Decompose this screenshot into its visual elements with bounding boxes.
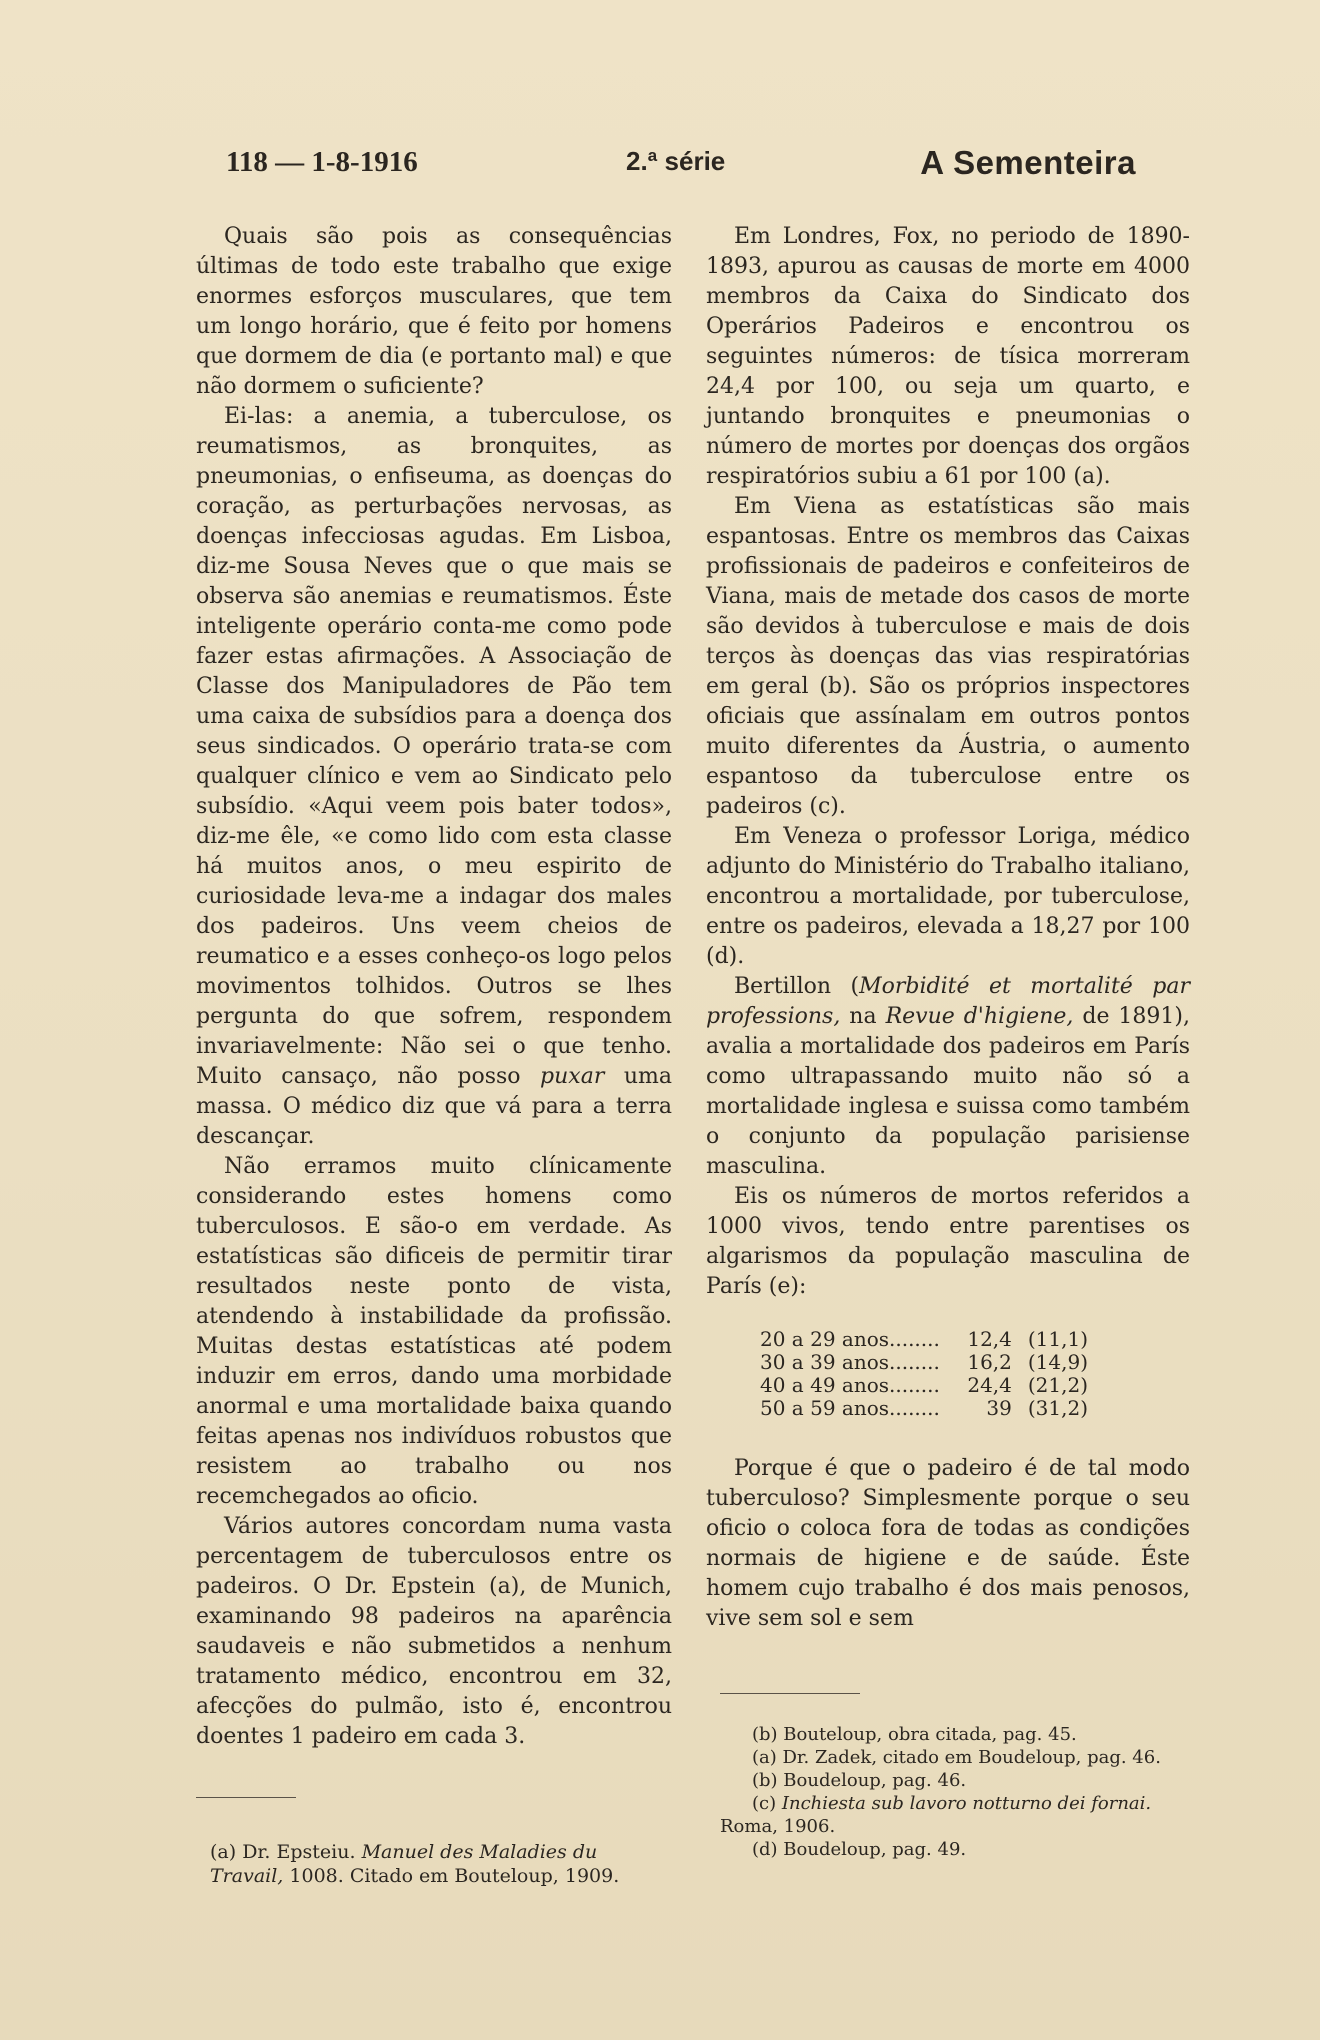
mortality-table	[760, 1328, 1096, 1420]
table-row: 20 a 29 anos........ 12,4 (11,1)	[760, 1327, 1089, 1351]
issue-date: 118 — 1-8-1916	[226, 146, 418, 178]
paragraph: Ei-las: a anemia, a tuberculose, os reumatismos, as bronquites, as pneumonias, o enfiseuma, as doenças do coração, as perturbações nervosas, as doenças infecciosas agudas. Em Lisboa, diz-me Sousa Neves que o que mais se observa são anemias e reumatismos. Éste inteligente operário conta-me como pode fazer estas afirmações. A Associação de Classe dos Manipuladores de Pão tem uma caixa de subsídios para a doença dos seus sindicados. O operário trata-se com qualquer clínico e vem ao Sindicato pelo subsídio. «Aqui veem pois bater todos», diz-me êle, «e como lido com esta classe há muitos anos, o meu espirito de curiosidade leva-me a indagar dos males dos padeiros. Uns veem cheios de reumatico e a esses conheço-os logo pelos movimentos tolhidos. Outros se lhes pergunta do que sofrem, respondem invariavelmente: Não sei o que tenho. Muito cansaço, não posso puxar uma massa. O médico diz que vá para a terra descançar.	[196, 404, 672, 1149]
footnote: (d) Boudeloup, pag. 49.	[752, 1839, 967, 1860]
paragraph: Vários autores concordam numa vasta percentagem de tuberculosos entre os padeiros. O Dr. Epstein (a), de Munich, examinando 98 padeiros na aparência saudaveis e não submetidos a nenhum tratamento médico, encontrou em 32, afecções do pulmão, isto é, encontrou doentes 1 padeiro em cada 3.	[196, 1514, 672, 1749]
footnote: (b) Bouteloup, obra citada, pag. 45.	[752, 1724, 1077, 1745]
table-row: 40 a 49 anos........ 24,4 (21,2)	[760, 1373, 1089, 1397]
footnote: (b) Boudeloup, pag. 46.	[752, 1770, 967, 1791]
left-footnote: (a) Dr. Epsteiu. Manuel des Maladies du Travail, 1008. Citado em Bouteloup, 1909.	[210, 1841, 620, 1887]
series-label: 2.ª série	[626, 146, 726, 176]
footnote: (c) Inchiesta sub lavoro notturno dei fornai. Roma, 1906.	[720, 1793, 1152, 1837]
table-row: 30 a 39 anos........ 16,2 (14,9)	[760, 1350, 1089, 1374]
footnote-divider	[196, 1797, 296, 1798]
paragraph: Em Veneza o professor Loriga, médico adjunto do Ministério do Trabalho italiano, encontrou a mortalidade, por tuberculose, entre os padeiros, elevada a 18,27 por 100 (d).	[706, 824, 1190, 969]
table-row: 50 a 59 anos........ 39 (31,2)	[760, 1396, 1089, 1420]
paragraph: Não erramos muito clínicamente considerando estes homens como tuberculosos. E são-o em verdade. As estatísticas são dificeis de permitir tirar resultados neste ponto de vista, atendendo à instabilidade da profissão. Muitas destas estatísticas até podem induzir em erros, dando uma morbidade anormal e uma mortalidade baixa quando feitas apenas nos indivíduos robustos que resistem ao trabalho ou nos recemchegados ao oficio.	[196, 1154, 672, 1509]
page-header	[196, 146, 1136, 186]
footnote-divider	[720, 1693, 860, 1694]
right-footnotes	[720, 1723, 1190, 1861]
paragraph: Eis os números de mortos referidos a 1000 vivos, tendo entre parentises os algarismos da população masculina de París (e):	[706, 1184, 1190, 1299]
paragraph: Quais são pois as consequências últimas de todo este trabalho que exige enormes esforços musculares, que tem um longo horário, que é feito por homens que dormem de dia (e portanto mal) e que não dormem o suficiente?	[196, 224, 672, 399]
footnote: (a) Dr. Zadek, citado em Boudeloup, pag. 46.	[752, 1747, 1161, 1768]
left-column	[196, 222, 672, 1752]
paragraph: Porque é que o padeiro é de tal modo tuberculoso? Simplesmente porque o seu oficio o coloca fora de todas as condições normais de higiene e de saúde. Éste homem cujo trabalho é dos mais penosos, vive sem sol e sem	[706, 1456, 1190, 1631]
journal-title: A Sementeira	[920, 144, 1136, 181]
paragraph: Bertillon (Morbidité et mortalité par professions, na Revue d'higiene, de 1891), avalia a mortalidade dos padeiros em París como ultrapassando muito não só a mortalidade inglesa e suissa como também o conjunto da população parisiense masculina.	[706, 974, 1190, 1179]
paragraph: Em Viena as estatísticas são mais espantosas. Entre os membros das Caixas profissionais de padeiros e confeiteiros de Viana, mais de metade dos casos de morte são devidos à tuberculose e mais de dois terços às doenças das vias respiratórias em geral (b). São os próprios inspectores oficiais que assínalam em outros pontos muito diferentes da Áustria, o aumento espantoso da tuberculose entre os padeiros (c).	[706, 494, 1190, 819]
paragraph: Em Londres, Fox, no periodo de 1890-1893, apurou as causas de morte em 4000 membros da Caixa do Sindicato dos Operários Padeiros e encontrou os seguintes números: de tísica morreram 24,4 por 100, ou seja um quarto, e juntando bronquites e pneumonias o número de mortes por doenças dos orgãos respiratórios subiu a 61 por 100 (a).	[706, 224, 1190, 489]
right-column	[706, 222, 1190, 1634]
